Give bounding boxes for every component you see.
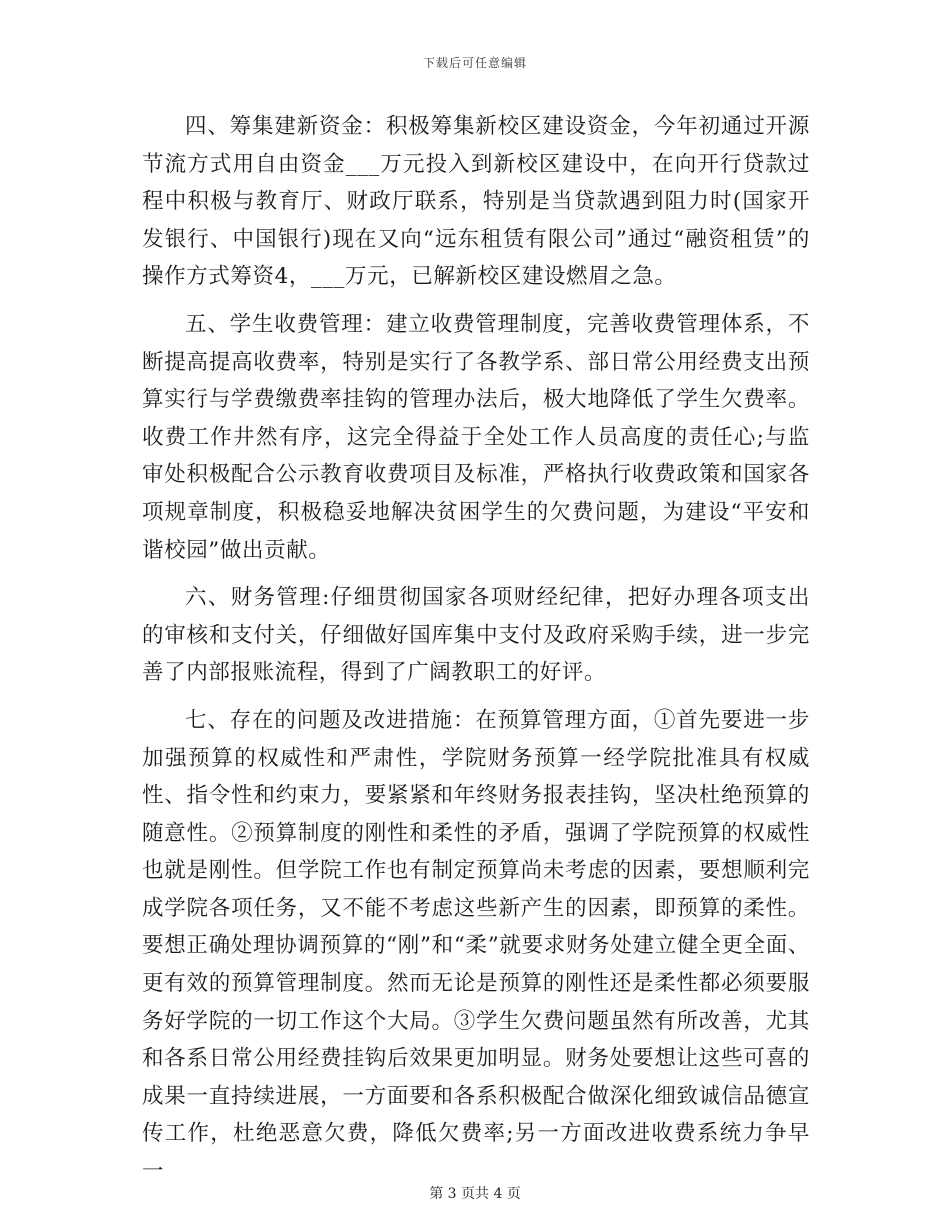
paragraph-financial-management: 六、财务管理:仔细贯彻国家各项财经纪律，把好办理各项支出的审核和支付关，仔细做好国库集中支付及政府采购手续，进一步完善了内部报账流程，得到了广阔教职工的好评。 [142, 585, 810, 686]
paragraph-fundraising: 四、筹集建新资金：积极筹集新校区建设资金，今年初通过开源节流方式用自由资金___万元投入到新校区建设中，在向开行贷款过程中积极与教育厅、财政厅联系，特别是当贷款遇到阻力时(国家开发银行、中国银行)现在又向“远东租赁有限公司”通过“融资租赁”的操作方式筹资4，___万元，已解新校区建设燃眉之急。 [142, 114, 810, 290]
page-header-note: 下载后可任意编辑 [422, 56, 527, 70]
page-number: 第 3 页共 4 页 [429, 1186, 521, 1202]
paragraph-problems-improvements: 七、存在的问题及改进措施：在预算管理方面，①首先要进一步加强预算的权威性和严肃性，学院财务预算一经学院批准具有权威性、指令性和约束力，要紧紧和年终财务报表挂钩，坚决杜绝预算的随意性。②预算制度的刚性和柔性的矛盾，强调了学院预算的权威性也就是刚性。但学院工作也有制定预算尚未考虑的因素，要想顺利完成学院各项任务，又不能不考虑这些新产生的因素，即预算的柔性。要想正确处理协调预算的“刚”和“柔”就要求财务处建立健全更全面、更有效的预算管理制度。然而无论是预算的刚性还是柔性都必须要服务好学院的一切工作这个大局。③学生欠费问题虽然有所改善，尤其和各系日常公用经费挂钩后效果更加明显。财务处要想让这些可喜的成果一直持续进展，一方面要和各系积极配合做深化细致诚信品德宣传工作，杜绝恶意欠费，降低欠费率;另一方面改进收费系统力争早一 [142, 707, 810, 1185]
document-body [142, 108, 810, 1201]
paragraph-student-fees: 五、学生收费管理：建立收费管理制度，完善收费管理体系，不断提高提高收费率，特别是实行了各教学系、部日常公用经费支出预算实行与学费缴费率挂钩的管理办法后，极大地降低了学生欠费率。收费工作井然有序，这完全得益于全处工作人员高度的责任心;与监审处积极配合公示教育收费项目及标准，严格执行收费政策和国家各项规章制度，积极稳妥地解决贫困学生的欠费问题，为建设“平安和谐校园”做出贡献。 [142, 311, 810, 563]
